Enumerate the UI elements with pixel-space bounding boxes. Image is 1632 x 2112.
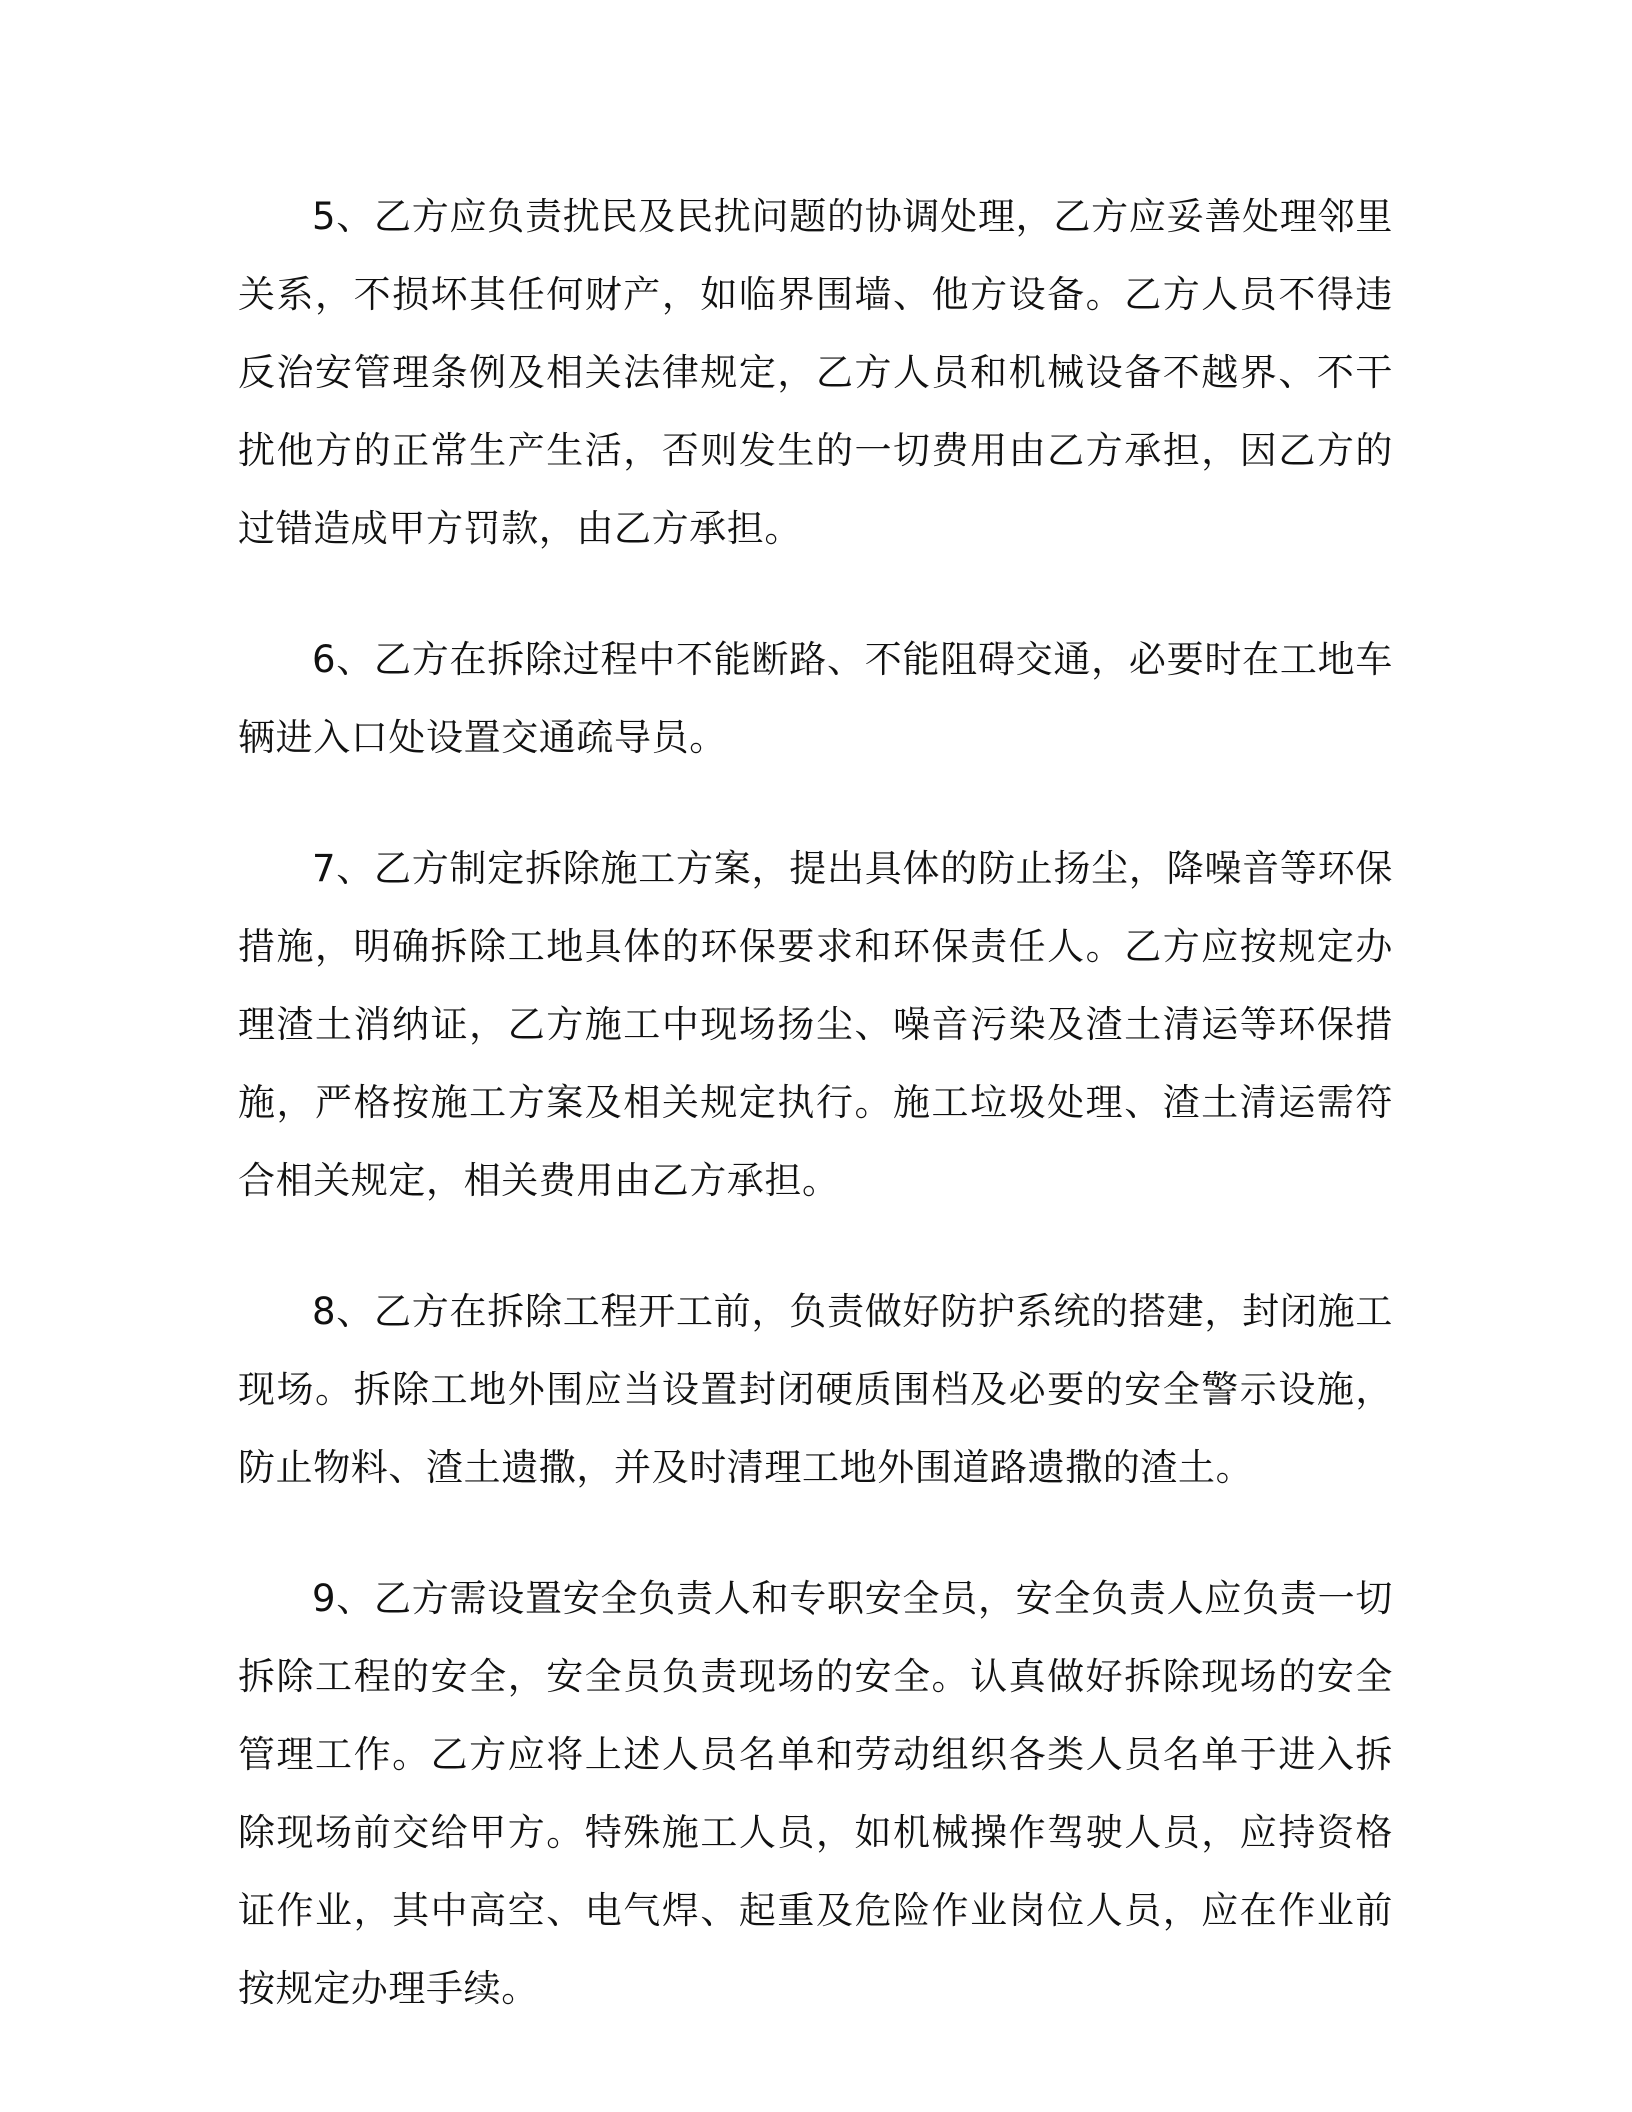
document-body (238, 178, 1393, 2081)
clause-7-paragraph: 7、乙方制定拆除施工方案，提出具体的防止扬尘，降噪音等环保措施，明确拆除工地具体的环保要求和环保责任人。乙方应按规定办理渣土消纳证，乙方施工中现场扬尘、噪音污染及渣土清运等环保措施，严格按施工方案及相关规定执行。施工垃圾处理、渣土清运需符合相关规定，相关费用由乙方承担。 (238, 847, 1393, 1202)
clause-6-paragraph: 6、乙方在拆除过程中不能断路、不能阻碍交通，必要时在工地车辆进入口处设置交通疏导员。 (238, 638, 1393, 759)
clause-8-paragraph: 8、乙方在拆除工程开工前，负责做好防护系统的搭建，封闭施工现场。拆除工地外围应当设置封闭硬质围档及必要的安全警示设施，防止物料、渣土遗撒，并及时清理工地外围道路遗撒的渣土。 (238, 1290, 1393, 1489)
clause-5-paragraph: 5、乙方应负责扰民及民扰问题的协调处理，乙方应妥善处理邻里关系，不损坏其任何财产，如临界围墙、他方设备。乙方人员不得违反治安管理条例及相关法律规定，乙方人员和机械设备不越界、不干扰他方的正常生产生活，否则发生的一切费用由乙方承担，因乙方的过错造成甲方罚款，由乙方承担。 (238, 195, 1393, 550)
clause-9-paragraph: 9、乙方需设置安全负责人和专职安全员，安全负责人应负责一切拆除工程的安全，安全员负责现场的安全。认真做好拆除现场的安全管理工作。乙方应将上述人员名单和劳动组织各类人员名单于进入拆除现场前交给甲方。特殊施工人员，如机械操作驾驶人员，应持资格证作业，其中高空、电气焊、起重及危险作业岗位人员，应在作业前按规定办理手续。 (238, 1577, 1393, 2010)
